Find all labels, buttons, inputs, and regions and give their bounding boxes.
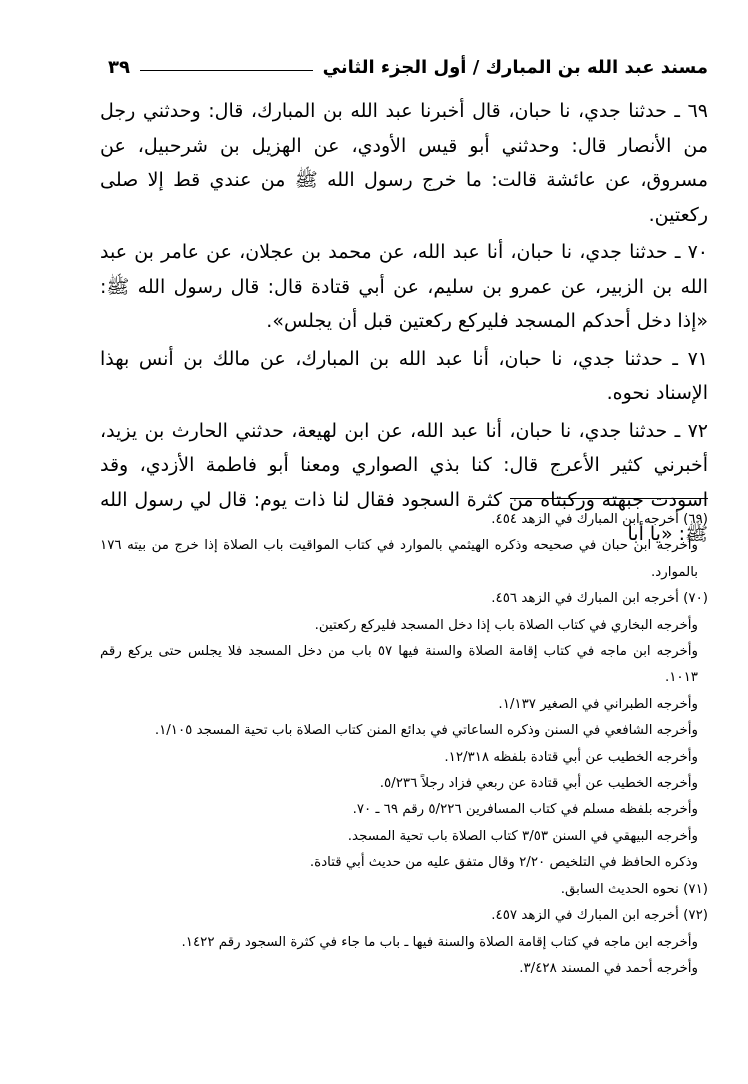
hadith-72: ٧٢ ـ حدثنا جدي، نا حبان، أنا عبد الله، عن ابن لهيعة، حدثني الحارث بن يزيد، أخبرني كثير الأعرج قال: كنا بذي الصواري ومعنا أبو فاطمة الأزدي، وقد اسودت جبهته وركبتاه من كثرة السجود فقال لنا ذات يوم: قال لي رسول الله ﷺ: «يا أبا bbox=[100, 419, 708, 545]
footnote-line: وذكره الحافظ في التلخيص ٢/٢٠ وقال متفق عليه من حديث أبي قتادة. bbox=[309, 855, 698, 871]
header-title: مسند عبد الله بن المبارك / أول الجزء الثاني bbox=[322, 56, 708, 78]
running-header bbox=[108, 50, 708, 84]
footnote-line: وأخرجه البيهقي في السنن ٣/٥٣ كتاب الصلاة باب تحية المسجد. bbox=[347, 828, 698, 844]
footnote-line: وأخرجه ابن حبان في صحيحه وذكره الهيثمي بالموارد في كتاب المواقيت باب الصلاة إذا خرج من بيته ١٧٦ بالموارد. bbox=[100, 538, 698, 580]
footnote-line: وأخرجه بلفظه مسلم في كتاب المسافرين ٥/٢٢٦ رقم ٦٩ ـ ٧٠. bbox=[352, 802, 698, 818]
footnote-line: وأخرجه الخطيب عن أبي قتادة عن ربعي فزاد رجلاً ٥/٢٣٦. bbox=[379, 776, 698, 792]
footnote-line: وأخرجه الخطيب عن أبي قتادة بلفظه ١٢/٣١٨. bbox=[444, 749, 698, 765]
footnote-line: (٦٩) أخرجه ابن المبارك في الزهد ٤٥٤. bbox=[491, 512, 708, 527]
footnote-line: وأخرجه ابن ماجه في كتاب إقامة الصلاة والسنة فيها ـ باب ما جاء في كثرة السجود رقم ١٤٢٢. bbox=[181, 934, 698, 950]
footnote-line: (٧١) نحوه الحديث السابق. bbox=[560, 881, 708, 897]
hadith-69: ٦٩ ـ حدثنا جدي، نا حبان، قال أخبرنا عبد الله بن المبارك، قال: وحدثني رجل من الأنصار قال: وحدثني أبو قيس الأودي، عن الهزيل بن شرحبيل، عن مسروق، عن عائشة قالت: ما خرج رسول الله ﷺ من عندي قط إلا صلى ركعتين. bbox=[100, 100, 708, 226]
footnote-line: (٧٠) أخرجه ابن المبارك في الزهد ٤٥٦. bbox=[491, 591, 708, 607]
page-number: ٣٩ bbox=[108, 56, 130, 78]
hadith-71: ٧١ ـ حدثنا جدي، نا حبان، أنا عبد الله بن المبارك، عن مالك بن أنس بهذا الإسناد نحوه. bbox=[100, 347, 708, 404]
footnote-line: وأخرجه الطبراني في الصغير ١/١٣٧. bbox=[498, 696, 698, 712]
header-rule bbox=[140, 70, 313, 71]
footnote-line: وأخرجه أحمد في المسند ٣/٤٢٨. bbox=[519, 960, 698, 976]
footnote-line: وأخرجه الشافعي في السنن وذكره الساعاتي في بدائع المنن كتاب الصلاة باب تحية المسجد ١/١٠٥. bbox=[154, 723, 698, 739]
footnote-line: (٧٢) أخرجه ابن المبارك في الزهد ٤٥٧. bbox=[491, 908, 708, 924]
footnote-line: وأخرجه البخاري في كتاب الصلاة باب إذا دخل المسجد فليركع ركعتين. bbox=[314, 617, 698, 633]
footnote-separator bbox=[510, 498, 708, 499]
footnote-line: وأخرجه ابن ماجه في كتاب إقامة الصلاة والسنة فيها ٥٧ باب من دخل المسجد فلا يجلس حتى يركع رقم ١٠١٣. bbox=[100, 644, 698, 686]
main-text bbox=[100, 94, 708, 555]
footnotes bbox=[100, 507, 708, 982]
hadith-70: ٧٠ ـ حدثنا جدي، نا حبان، أنا عبد الله، عن محمد بن عجلان، عن عامر بن عبد الله بن الزبير، عن عمرو بن سليم، عن أبي قتادة قال: قال رسول الله ﷺ: «إذا دخل أحدكم المسجد فليركع ركعتين قبل أن يجلس». bbox=[100, 241, 708, 332]
